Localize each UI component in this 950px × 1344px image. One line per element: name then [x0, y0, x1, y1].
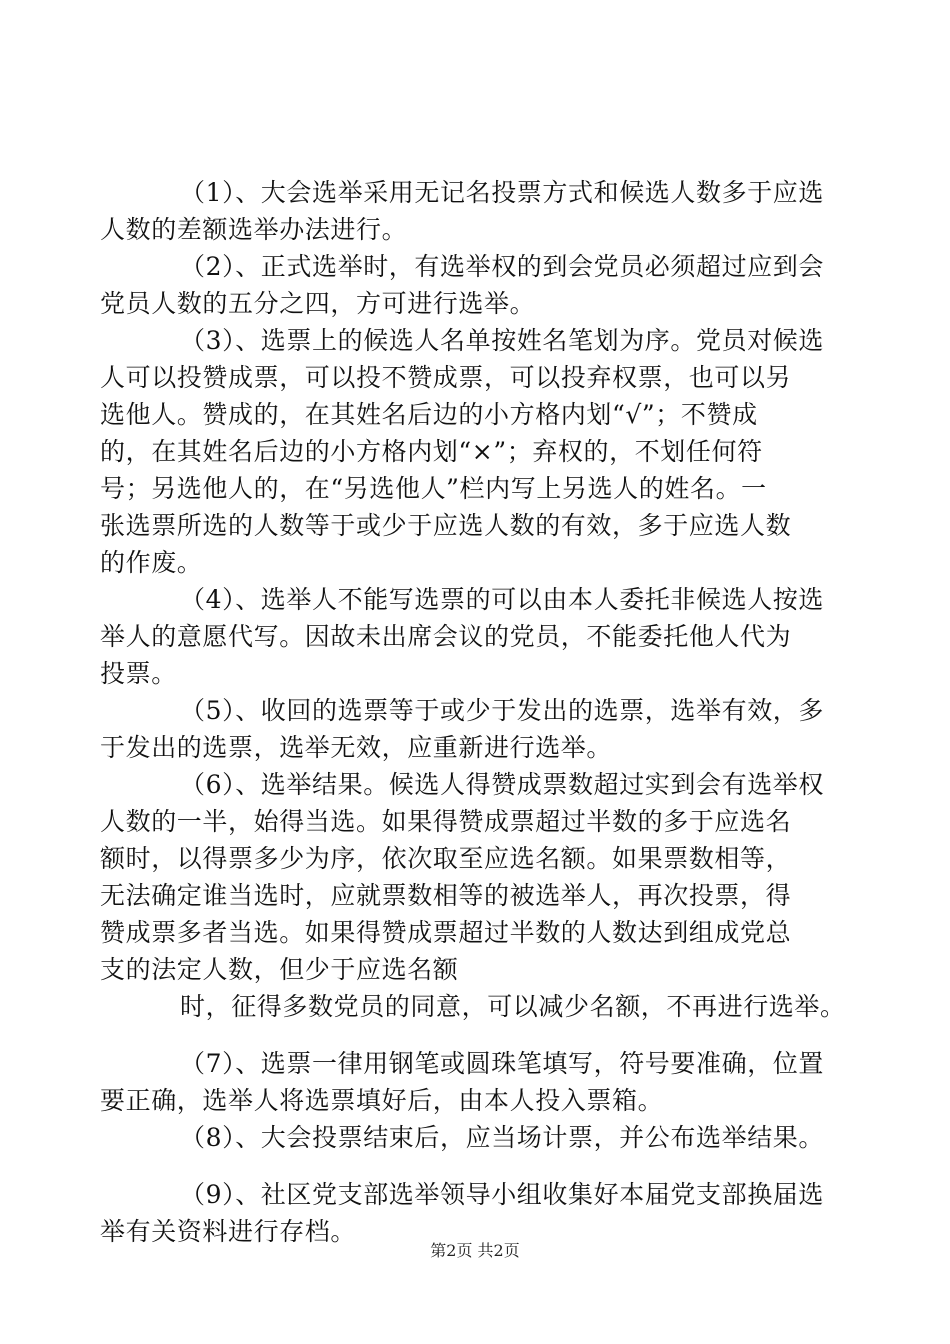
item-3-line-7: 的作废。 — [100, 548, 203, 577]
item-2-line-1: （2）、正式选举时，有选举权的到会党员必须超过应到会 — [180, 252, 825, 281]
item-4-line-3: 投票。 — [100, 659, 177, 688]
item-1-line-2: 人数的差额选举办法进行。 — [100, 215, 408, 244]
item-4-line-1: （4）、选举人不能写选票的可以由本人委托非候选人按选 — [180, 585, 825, 614]
item-3-line-3: 选他人。赞成的，在其姓名后边的小方格内划“√”；不赞成 — [100, 400, 758, 429]
item-7-line-2: 要正确，选举人将选票填好后，由本人投入票箱。 — [100, 1086, 664, 1115]
item-5-line-1: （5）、收回的选票等于或少于发出的选票，选举有效，多 — [180, 696, 825, 725]
item-6-line-4: 无法确定谁当选时，应就票数相等的被选举人，再次投票，得 — [100, 881, 792, 910]
item-3-line-1: （3）、选票上的候选人名单按姓名笔划为序。党员对候选 — [180, 326, 825, 355]
item-6-line-5: 赞成票多者当选。如果得赞成票超过半数的人数达到组成党总 — [100, 918, 792, 947]
item-6-line-7: 时，征得多数党员的同意，可以减少名额，不再进行选举。 — [180, 992, 846, 1021]
item-6-line-2: 人数的一半，始得当选。如果得赞成票超过半数的多于应选名 — [100, 807, 792, 836]
item-5-line-2: 于发出的选票，选举无效，应重新进行选举。 — [100, 733, 613, 762]
paragraph-gap — [100, 1156, 860, 1176]
item-1-line-1: （1）、大会选举采用无记名投票方式和候选人数多于应选 — [180, 178, 825, 207]
item-6-line-6: 支的法定人数，但少于应选名额 — [100, 955, 459, 984]
page-footer: 第2页 共2页 — [430, 1241, 520, 1260]
item-6-line-1: （6）、选举结果。候选人得赞成票数超过实到会有选举权 — [180, 770, 825, 799]
item-9-line-2: 举有关资料进行存档。 — [100, 1217, 357, 1246]
item-7-line-1: （7）、选票一律用钢笔或圆珠笔填写，符号要准确，位置 — [180, 1049, 825, 1078]
item-3-line-6: 张选票所选的人数等于或少于应选人数的有效，多于应选人数 — [100, 511, 792, 540]
document-body — [100, 174, 860, 1250]
item-4-line-2: 举人的意愿代写。因故未出席会议的党员，不能委托他人代为 — [100, 622, 792, 651]
item-6-line-3: 额时，以得票多少为序，依次取至应选名额。如果票数相等， — [100, 844, 792, 873]
item-2-line-2: 党员人数的五分之四，方可进行选举。 — [100, 289, 536, 318]
item-9-line-1: （9）、社区党支部选举领导小组收集好本届党支部换届选 — [180, 1180, 825, 1209]
item-8-line-1: （8）、大会投票结束后，应当场计票，并公布选举结果。 — [180, 1123, 825, 1152]
item-3-line-2: 人可以投赞成票，可以投不赞成票，可以投弃权票，也可以另 — [100, 363, 792, 392]
item-3-line-4: 的，在其姓名后边的小方格内划“×”；弃权的，不划任何符 — [100, 437, 763, 466]
paragraph-gap — [100, 1025, 860, 1045]
item-3-line-5: 号；另选他人的，在“另选他人”栏内写上另选人的姓名。一 — [100, 474, 767, 503]
